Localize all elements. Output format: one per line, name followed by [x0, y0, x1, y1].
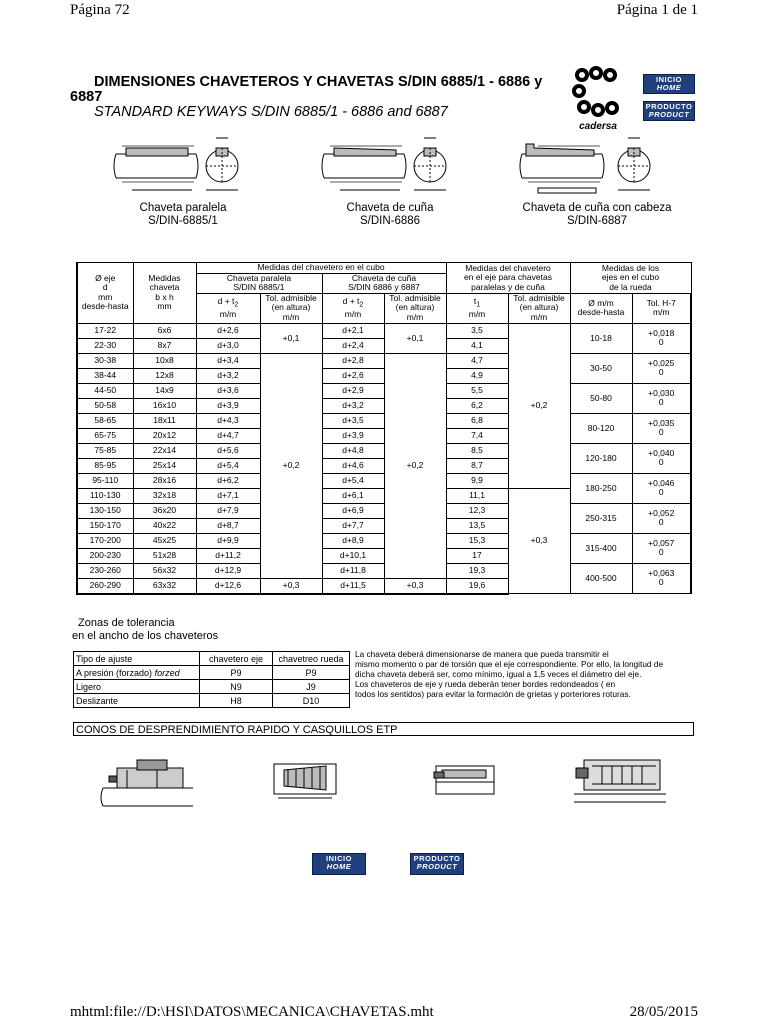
- dt-unit: m/m: [219, 308, 237, 319]
- zonas-line1: Zonas de tolerancia: [78, 617, 175, 629]
- h7-upper: +0,057: [648, 538, 675, 548]
- casquillo-drawing-1: [432, 760, 498, 800]
- product-label: PRODUCT: [648, 110, 690, 119]
- header-eje-chavetas-l2: en el eje para chavetas: [464, 272, 552, 282]
- cell-d-t2-cuna: d+2,6: [322, 368, 384, 383]
- cell-d-t2-paralela: d+11,2: [196, 548, 260, 563]
- header-om-desde-hasta: [570, 293, 632, 323]
- header-medidas-chaveta: chaveta: [149, 282, 180, 293]
- cell-t1: 15,3: [446, 533, 508, 548]
- t1-sub: 1: [476, 300, 481, 309]
- dt-unit: m/m: [344, 308, 362, 319]
- cell-t1: 7,4: [446, 428, 508, 443]
- om-l2: desde-hasta: [577, 307, 625, 317]
- cono-drawing-2: [270, 746, 340, 808]
- tol-l2: (en altura): [271, 302, 311, 313]
- cell-d-t2-paralela: d+8,7: [196, 518, 260, 533]
- cell-tol-paralela: +0,2: [260, 353, 322, 578]
- cell-d-t2-paralela: d+3,9: [196, 398, 260, 413]
- cell-t1: 17: [446, 548, 508, 563]
- cell-h7-tolerance: [632, 473, 691, 503]
- h7-upper: +0,046: [648, 478, 675, 488]
- cell-d-t2-cuna: d+11,8: [322, 563, 384, 578]
- h7-upper: +0,025: [648, 358, 675, 368]
- cell-d-t2-cuna: d+10,1: [322, 548, 384, 563]
- inicio-home-button[interactable]: [643, 74, 695, 94]
- cell-h7-range: 80-120: [570, 413, 632, 443]
- cell-h7-tolerance: [632, 323, 691, 353]
- cell-t1: 11,1: [446, 488, 508, 503]
- cell-chaveta-size: 40x22: [133, 518, 196, 533]
- cell-chaveta-size: 10x8: [133, 353, 196, 368]
- header-eje-chavetas-l3: paralelas y de cuña: [471, 281, 545, 292]
- zonas-line2: en el ancho de los chaveteros: [72, 630, 219, 642]
- tol-row-eje: P9: [200, 666, 273, 680]
- tol-row-eje: N9: [200, 680, 273, 694]
- inicio-label: INICIO: [326, 854, 352, 863]
- tol-l2: (en altura): [395, 302, 435, 313]
- cell-chaveta-size: 16x10: [133, 398, 196, 413]
- cell-chaveta-size: 6x6: [133, 323, 196, 338]
- h7-l1: Tol. H-7: [646, 297, 676, 308]
- cell-h7-tolerance: [632, 413, 691, 443]
- header-ejes-l2: ejes en el cubo: [601, 272, 660, 282]
- cell-d-t2-paralela: d+3,2: [196, 368, 260, 383]
- casquillo-drawing-2: [572, 752, 668, 804]
- cell-tol-eje: +0,3: [508, 488, 570, 594]
- cell-d-t2-paralela: d+12,9: [196, 563, 260, 578]
- header-medidas-bxh: b x h: [155, 291, 174, 302]
- cell-t1: 4,9: [446, 368, 508, 383]
- cell-chaveta-size: 20x12: [133, 428, 196, 443]
- cell-d-t2-paralela: d+4,3: [196, 413, 260, 428]
- cell-d-t2-paralela: d+7,1: [196, 488, 260, 503]
- dt-label: d + t: [342, 295, 360, 306]
- tipo-text: A presión (forzado): [76, 667, 153, 678]
- cell-chaveta-size: 51x28: [133, 548, 196, 563]
- cell-d-t2-cuna: d+4,8: [322, 443, 384, 458]
- cell-eje-range: 130-150: [77, 503, 133, 518]
- note-line: dicha chaveta deberá ser, como mínimo, igual a 1,5 veces el diámetro del eje.: [355, 669, 642, 679]
- cell-chaveta-size: 22x14: [133, 443, 196, 458]
- t1-label: t: [473, 295, 477, 306]
- cell-d-t2-cuna: d+2,8: [322, 353, 384, 368]
- cadersa-logo-icon: [570, 66, 626, 118]
- cell-tol-cuna: +0,1: [384, 323, 446, 353]
- header-eje-chavetas-l1: Medidas del chavetero: [465, 262, 551, 273]
- h7-lower: 0: [658, 397, 664, 407]
- producto-product-button[interactable]: [643, 101, 695, 121]
- home-label: HOME: [326, 862, 352, 871]
- cell-eje-range: 260-290: [77, 578, 133, 594]
- cell-t1: 8,5: [446, 443, 508, 458]
- h7-lower: 0: [658, 367, 664, 377]
- om-l1: Ø m/m: [588, 297, 614, 308]
- cell-eje-range: 50-58: [77, 398, 133, 413]
- caption-cuna-cabeza-name: Chaveta de cuña con cabeza: [522, 202, 672, 214]
- h7-lower: 0: [658, 337, 664, 347]
- caption-cuna-cabeza-din: S/DIN-6887: [566, 215, 628, 227]
- header-ejes-l3: de la rueda: [609, 281, 652, 292]
- title-en: STANDARD KEYWAYS S/DIN 6885/1 - 6886 and 6887: [94, 104, 448, 120]
- cell-d-t2-paralela: d+6,2: [196, 473, 260, 488]
- figure-chaveta-paralela: [112, 132, 256, 200]
- cell-tol-cuna: +0,2: [384, 353, 446, 578]
- zonas-heading: [72, 617, 219, 643]
- tol-l3: m/m: [282, 311, 300, 322]
- caption-cuna-cabeza: [512, 202, 682, 228]
- cell-d-t2-cuna: d+8,9: [322, 533, 384, 548]
- page-header-left: Página 72: [70, 2, 130, 18]
- cell-h7-range: 30-50: [570, 353, 632, 383]
- note-line: mismo momento o par de torsión que el eje correspondiente. Por ello, la longitud de: [355, 659, 664, 669]
- header-eje-range: desde-hasta: [81, 301, 129, 312]
- caption-paralela-din: S/DIN-6885/1: [148, 215, 218, 227]
- cell-t1: 19,6: [446, 578, 508, 594]
- cell-t1: 5,5: [446, 383, 508, 398]
- cell-d-t2-paralela: d+3,4: [196, 353, 260, 368]
- cell-d-t2-cuna: d+2,9: [322, 383, 384, 398]
- cell-eje-range: 170-200: [77, 533, 133, 548]
- cell-tol-paralela: +0,1: [260, 323, 322, 353]
- h7-lower: 0: [658, 487, 664, 497]
- header-tol-cuna: [384, 293, 446, 323]
- h7-lower: 0: [658, 427, 664, 437]
- cell-eje-range: 75-85: [77, 443, 133, 458]
- producto-label: PRODUCTO: [413, 854, 461, 863]
- cell-d-t2-paralela: d+9,9: [196, 533, 260, 548]
- header-d-t2-paralela: [196, 293, 260, 323]
- tol-l3: m/m: [406, 311, 424, 322]
- title-es-cont: 6887: [70, 89, 103, 105]
- inicio-label: INICIO: [656, 75, 682, 84]
- cell-d-t2-cuna: d+3,9: [322, 428, 384, 443]
- cell-d-t2-paralela: d+2,6: [196, 323, 260, 338]
- tol-row-rueda: D10: [273, 694, 350, 708]
- t1-unit: m/m: [468, 308, 486, 319]
- cell-eje-range: 38-44: [77, 368, 133, 383]
- tol-l1: Tol. admisible: [265, 292, 317, 303]
- tipo-italic: forzed: [154, 667, 180, 678]
- h7-upper: +0,052: [648, 508, 675, 518]
- cell-tol-cuna: +0,3: [384, 578, 446, 594]
- note-line: Los chaveteros de eje y rueda deberán tener bordes redondeados ( en: [355, 679, 616, 689]
- cell-chaveta-size: 36x20: [133, 503, 196, 518]
- header-tol-h7: [632, 293, 691, 323]
- header-ejes-l1: Medidas de los: [601, 262, 660, 273]
- cell-d-t2-cuna: d+4,6: [322, 458, 384, 473]
- cell-h7-range: 180-250: [570, 473, 632, 503]
- tol-l2: (en altura): [519, 302, 559, 313]
- tol-row-tipo: Deslizante: [74, 694, 200, 708]
- cell-d-t2-paralela: d+4,7: [196, 428, 260, 443]
- dt-sub: 2: [234, 300, 239, 309]
- header-eje-sym: d: [102, 282, 108, 293]
- cell-chaveta-size: 28x16: [133, 473, 196, 488]
- tol-l1: Tol. admisible: [513, 292, 565, 303]
- header-medidas-unit: mm: [157, 301, 172, 312]
- caption-paralela-name: Chaveta paralela: [139, 202, 227, 214]
- cell-d-t2-paralela: d+12,6: [196, 578, 260, 594]
- cell-chaveta-size: 63x32: [133, 578, 196, 594]
- tol-header-tipo: Tipo de ajuste: [74, 652, 200, 666]
- cell-eje-range: 230-260: [77, 563, 133, 578]
- tol-header-rueda: chavetreo rueda: [273, 652, 350, 666]
- cell-h7-range: 50-80: [570, 383, 632, 413]
- cell-eje-range: 44-50: [77, 383, 133, 398]
- cell-h7-range: 250-315: [570, 503, 632, 533]
- h7-upper: +0,063: [648, 568, 675, 579]
- cono-drawing-1: [97, 748, 197, 808]
- cell-d-t2-cuna: d+6,1: [322, 488, 384, 503]
- cell-d-t2-cuna: d+2,1: [322, 323, 384, 338]
- cell-tol-eje: +0,2: [508, 323, 570, 488]
- cell-t1: 9,9: [446, 473, 508, 488]
- tol-row-eje: H8: [200, 694, 273, 708]
- tolerance-fit-table: [73, 651, 350, 708]
- dt-sub: 2: [359, 300, 364, 309]
- table-row: [77, 353, 691, 368]
- cell-d-t2-paralela: d+7,9: [196, 503, 260, 518]
- cell-d-t2-paralela: d+5,6: [196, 443, 260, 458]
- footer-path: mhtml:file://D:\HSI\DATOS\MECANICA\CHAVETAS.mht: [70, 1004, 434, 1020]
- cell-eje-range: 17-22: [77, 323, 133, 338]
- product-label: PRODUCT: [416, 862, 458, 871]
- inicio-home-button-bottom[interactable]: [312, 853, 366, 875]
- cell-t1: 13,5: [446, 518, 508, 533]
- cell-d-t2-cuna: d+11,5: [322, 578, 384, 594]
- cell-t1: 4,7: [446, 353, 508, 368]
- h7-upper: +0,030: [648, 388, 675, 398]
- h7-upper: +0,040: [648, 448, 675, 458]
- note-line: todos los sentidos) para evitar la formación de grietas y porteriores roturas.: [355, 689, 631, 699]
- header-cuna-din: S/DIN 6886 y 6887: [348, 282, 420, 292]
- cell-chaveta-size: 12x8: [133, 368, 196, 383]
- cell-tol-paralela: +0,3: [260, 578, 322, 594]
- cell-eje-range: 150-170: [77, 518, 133, 533]
- cell-d-t2-cuna: d+3,2: [322, 398, 384, 413]
- header-tol-eje: [508, 293, 570, 323]
- cell-eje-range: 95-110: [77, 473, 133, 488]
- cell-h7-range: 315-400: [570, 533, 632, 563]
- brand-name: cadersa: [579, 121, 617, 132]
- keyway-dimensions-table: [76, 262, 692, 595]
- cell-t1: 19,3: [446, 563, 508, 578]
- header-ejes-cubo: [570, 263, 691, 294]
- cell-h7-tolerance: [632, 383, 691, 413]
- cell-chaveta-size: 14x9: [133, 383, 196, 398]
- header-cuna-name: Chaveta de cuña: [351, 272, 417, 283]
- cell-t1: 6,2: [446, 398, 508, 413]
- h7-lower: 0: [658, 577, 664, 588]
- header-paralela: [196, 273, 322, 293]
- tol-row-rueda: J9: [273, 680, 350, 694]
- tol-l3: m/m: [530, 311, 548, 322]
- cell-h7-tolerance: [632, 503, 691, 533]
- cell-h7-range: 10-18: [570, 323, 632, 353]
- header-d-t2-cuna: [322, 293, 384, 323]
- cell-chaveta-size: 32x18: [133, 488, 196, 503]
- header-paralela-name: Chaveta paralela: [226, 272, 292, 283]
- header-tol-paralela: [260, 293, 322, 323]
- title-es: DIMENSIONES CHAVETEROS Y CHAVETAS S/DIN 6885/1 - 6886 y: [94, 74, 543, 90]
- tol-header-eje: chavetero eje: [200, 652, 273, 666]
- header-cuna: [322, 273, 446, 293]
- caption-cuna-name: Chaveta de cuña: [346, 202, 434, 214]
- header-t1: [446, 293, 508, 323]
- note-line: La chaveta deberá dimensionarse de manera que pueda transmitir el: [355, 649, 609, 659]
- producto-product-button-bottom[interactable]: [410, 853, 464, 875]
- keyway-table-body: [77, 323, 691, 594]
- figure-chaveta-cuna: [320, 132, 464, 200]
- h7-upper: +0,035: [648, 418, 675, 428]
- cell-h7-range: 400-500: [570, 563, 632, 594]
- header-eje-chavetas: [446, 263, 570, 294]
- caption-cuna-din: S/DIN-6886: [359, 215, 421, 227]
- home-label: HOME: [656, 83, 682, 92]
- cell-d-t2-paralela: d+5,4: [196, 458, 260, 473]
- cell-d-t2-cuna: d+6,9: [322, 503, 384, 518]
- header-paralela-din: S/DIN 6885/1: [233, 282, 285, 292]
- footer-date: 28/05/2015: [629, 1004, 698, 1020]
- header-medidas-label: Medidas: [148, 272, 181, 283]
- cell-t1: 12,3: [446, 503, 508, 518]
- cell-chaveta-size: 45x25: [133, 533, 196, 548]
- page-header-right: Página 1 de 1: [616, 2, 698, 18]
- caption-paralela: [108, 202, 258, 228]
- header-medidas: [133, 263, 196, 324]
- cell-h7-tolerance: [632, 353, 691, 383]
- cell-chaveta-size: 18x11: [133, 413, 196, 428]
- cell-eje-range: 110-130: [77, 488, 133, 503]
- cell-eje-range: 58-65: [77, 413, 133, 428]
- cell-chaveta-size: 25x14: [133, 458, 196, 473]
- conos-section-title: CONOS DE DESPRENDIMIENTO RAPIDO Y CASQUILLOS ETP: [73, 722, 694, 736]
- h7-l2: m/m: [652, 307, 670, 317]
- dt-label: d + t: [217, 295, 235, 306]
- cell-eje-range: 30-38: [77, 353, 133, 368]
- cell-eje-range: 200-230: [77, 548, 133, 563]
- cell-d-t2-paralela: d+3,6: [196, 383, 260, 398]
- cell-t1: 3,5: [446, 323, 508, 338]
- cell-eje-range: 22-30: [77, 338, 133, 353]
- header-cubo: Medidas del chavetero en el cubo: [196, 263, 446, 274]
- cell-d-t2-paralela: d+3,0: [196, 338, 260, 353]
- caption-cuna: [315, 202, 465, 228]
- cell-eje-range: 65-75: [77, 428, 133, 443]
- cell-d-t2-cuna: d+3,5: [322, 413, 384, 428]
- cell-h7-tolerance: [632, 563, 691, 594]
- h7-upper: +0,018: [648, 328, 675, 338]
- cadersa-logo: [570, 66, 626, 132]
- cell-h7-tolerance: [632, 443, 691, 473]
- cell-t1: 6,8: [446, 413, 508, 428]
- table-row: [77, 323, 691, 338]
- cell-h7-range: 120-180: [570, 443, 632, 473]
- cell-d-t2-cuna: d+5,4: [322, 473, 384, 488]
- tol-row-tipo: [74, 666, 200, 680]
- h7-lower: 0: [658, 517, 664, 527]
- tol-row-rueda: P9: [273, 666, 350, 680]
- cell-t1: 8,7: [446, 458, 508, 473]
- cell-eje-range: 85-95: [77, 458, 133, 473]
- tol-row-tipo: Ligero: [74, 680, 200, 694]
- header-eje-unit: mm: [98, 291, 113, 302]
- cell-h7-tolerance: [632, 533, 691, 563]
- h7-lower: 0: [658, 547, 664, 557]
- cell-t1: 4,1: [446, 338, 508, 353]
- cell-d-t2-cuna: d+7,7: [322, 518, 384, 533]
- cell-chaveta-size: 8x7: [133, 338, 196, 353]
- cell-chaveta-size: 56x32: [133, 563, 196, 578]
- cell-d-t2-cuna: d+2,4: [322, 338, 384, 353]
- design-note: [355, 649, 695, 699]
- header-eje: [77, 263, 133, 324]
- figure-chaveta-cuna-cabeza: [518, 132, 662, 200]
- producto-label: PRODUCTO: [645, 102, 693, 111]
- h7-lower: 0: [658, 457, 664, 467]
- header-eje-label: Ø eje: [95, 272, 116, 283]
- tol-l1: Tol. admisible: [389, 292, 441, 303]
